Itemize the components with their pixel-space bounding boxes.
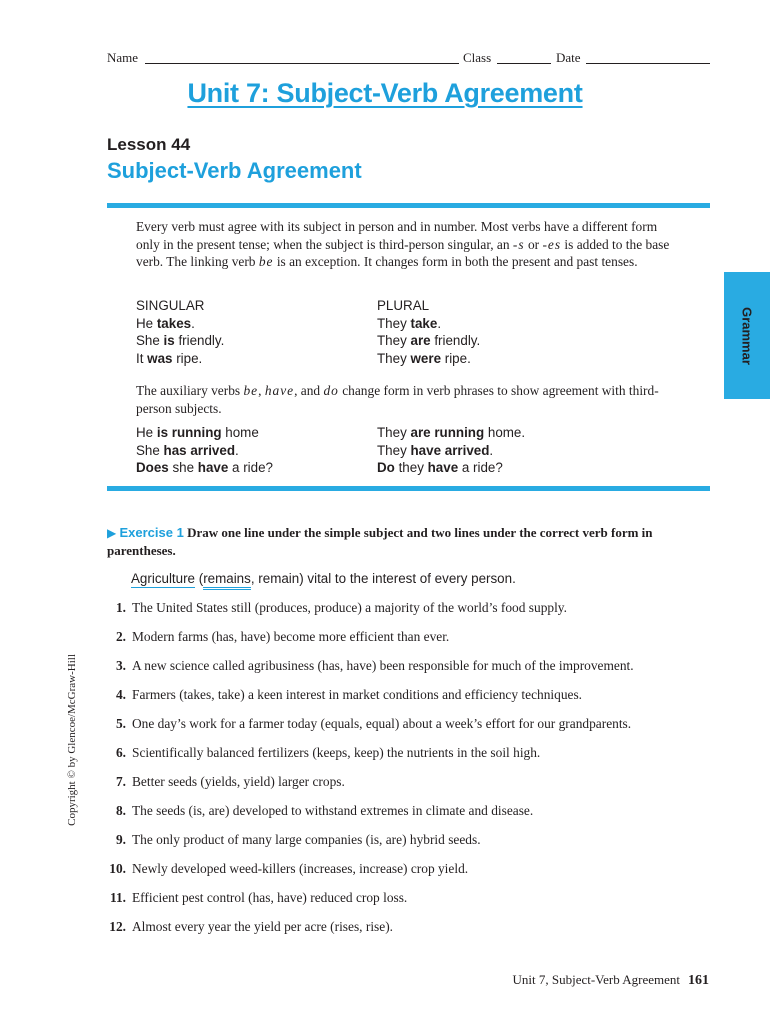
exercise-instructions xyxy=(107,524,712,560)
item-sentence[interactable]: Scientifically balanced fertilizers (keeps, keep) the nutrients in the soil high. xyxy=(132,745,541,760)
singular-header: SINGULAR xyxy=(136,298,205,313)
exercise-item xyxy=(90,774,710,790)
item-number: 8. xyxy=(115,803,126,818)
item-number: 10. xyxy=(109,861,126,876)
exercise-item xyxy=(90,861,710,877)
item-number: 2. xyxy=(115,629,126,644)
example-open: ( xyxy=(195,571,204,586)
example-sentence xyxy=(131,571,516,586)
item-number: 1. xyxy=(115,600,126,615)
intro-paragraph-1: Every verb must agree with its subject in person and in number. Most verbs have a different form only in the present tense; when the subject is third-person singular, an -s or -es is added to the base verb. The linking verb be is an exception. It changes form in both the present and past tenses. xyxy=(136,219,670,269)
plural-example: They take. xyxy=(377,315,442,331)
exercise-label: Exercise 1 xyxy=(119,525,184,540)
exercise-item xyxy=(90,687,710,703)
exercise-item xyxy=(90,832,710,848)
auxiliary-plural-column xyxy=(377,424,525,477)
auxiliary-example: Does she have a ride? xyxy=(136,460,273,475)
item-number: 7. xyxy=(115,774,126,789)
name-label: Name xyxy=(107,50,139,65)
plural-example: They are friendly. xyxy=(377,333,481,348)
plural-example: They were ripe. xyxy=(377,350,471,366)
item-number: 11. xyxy=(110,890,126,905)
item-number: 5. xyxy=(115,716,126,731)
section-top-bar xyxy=(107,203,710,208)
plural-header: PLURAL xyxy=(377,298,430,313)
date-label: Date xyxy=(556,50,581,65)
plural-column xyxy=(377,297,480,367)
exercise-item xyxy=(90,803,710,819)
exercise-item xyxy=(90,745,710,761)
item-sentence[interactable]: Efficient pest control (has, have) reduced crop loss. xyxy=(132,890,408,905)
auxiliary-example: He is running home xyxy=(136,425,259,440)
item-number: 6. xyxy=(115,745,126,760)
item-number: 3. xyxy=(115,658,126,673)
page-number: 161 xyxy=(688,973,709,988)
item-number: 12. xyxy=(109,919,126,934)
name-field-line[interactable] xyxy=(145,63,459,64)
grammar-tab-label: Grammar xyxy=(739,306,755,365)
singular-column xyxy=(136,297,224,367)
page-footer xyxy=(512,972,709,989)
exercise-item xyxy=(90,600,710,616)
example-correct-verb: remains xyxy=(203,571,251,590)
play-arrow-icon: ▶ xyxy=(107,526,117,540)
exercise-item xyxy=(90,919,710,935)
exercise-item xyxy=(90,890,710,906)
item-number: 9. xyxy=(115,832,126,847)
item-sentence[interactable]: One day’s work for a farmer today (equals, equal) about a week’s effort for our grandparents. xyxy=(132,716,632,731)
lesson-title: Subject-Verb Agreement xyxy=(107,158,362,183)
exercise-item xyxy=(90,658,710,674)
item-sentence[interactable]: The seeds (is, are) developed to withstand extremes in climate and disease. xyxy=(132,803,534,818)
exercise-instruction-text: Draw one line under the simple subject and two lines under the correct verb form in parentheses. xyxy=(107,525,653,558)
item-sentence[interactable]: Farmers (takes, take) a keen interest in market conditions and efficiency techniques. xyxy=(132,687,583,702)
exercise-item xyxy=(90,629,710,645)
grammar-side-tab xyxy=(724,272,770,399)
item-sentence[interactable]: Newly developed weed-killers (increases, increase) crop yield. xyxy=(132,861,469,876)
example-subject: Agriculture xyxy=(131,571,196,586)
auxiliary-example: They have arrived. xyxy=(377,442,494,458)
item-sentence[interactable]: The only product of many large companies (is, are) hybrid seeds. xyxy=(132,832,481,847)
section-bottom-bar xyxy=(107,486,710,491)
singular-example: She is friendly. xyxy=(136,333,225,348)
item-sentence[interactable]: A new science called agribusiness (has, have) been responsible for much of the improvement. xyxy=(132,658,634,673)
example-rest: , remain) vital to the interest of every person. xyxy=(250,571,516,586)
auxiliary-example: She has arrived. xyxy=(136,442,239,458)
date-field-line[interactable] xyxy=(586,63,710,64)
singular-example: It was ripe. xyxy=(136,350,203,366)
item-sentence[interactable]: The United States still (produces, produce) a majority of the world’s food supply. xyxy=(132,600,567,615)
class-label: Class xyxy=(463,50,492,65)
item-sentence[interactable]: Almost every year the yield per acre (rises, rise). xyxy=(132,919,394,934)
singular-example: He takes. xyxy=(136,315,195,331)
copyright-notice: Copyright © by Glencoe/McGraw-Hill xyxy=(66,654,78,826)
lesson-label: Lesson 44 xyxy=(107,135,191,154)
auxiliary-example: Do they have a ride? xyxy=(377,460,503,475)
intro-paragraph-2: The auxiliary verbs be, have, and do change form in verb phrases to show agreement with third-person subjects. xyxy=(136,383,659,416)
item-sentence[interactable]: Better seeds (yields, yield) larger crops. xyxy=(132,774,345,789)
class-field-line[interactable] xyxy=(497,63,551,64)
auxiliary-example: They are running home. xyxy=(377,425,526,440)
item-sentence[interactable]: Modern farms (has, have) become more efficient than ever. xyxy=(132,629,450,644)
item-number: 4. xyxy=(115,687,126,702)
unit-title: Unit 7: Subject-Verb Agreement xyxy=(187,78,583,108)
footer-text: Unit 7, Subject-Verb Agreement xyxy=(512,972,680,987)
auxiliary-singular-column xyxy=(136,424,273,477)
exercise-item xyxy=(90,716,710,732)
